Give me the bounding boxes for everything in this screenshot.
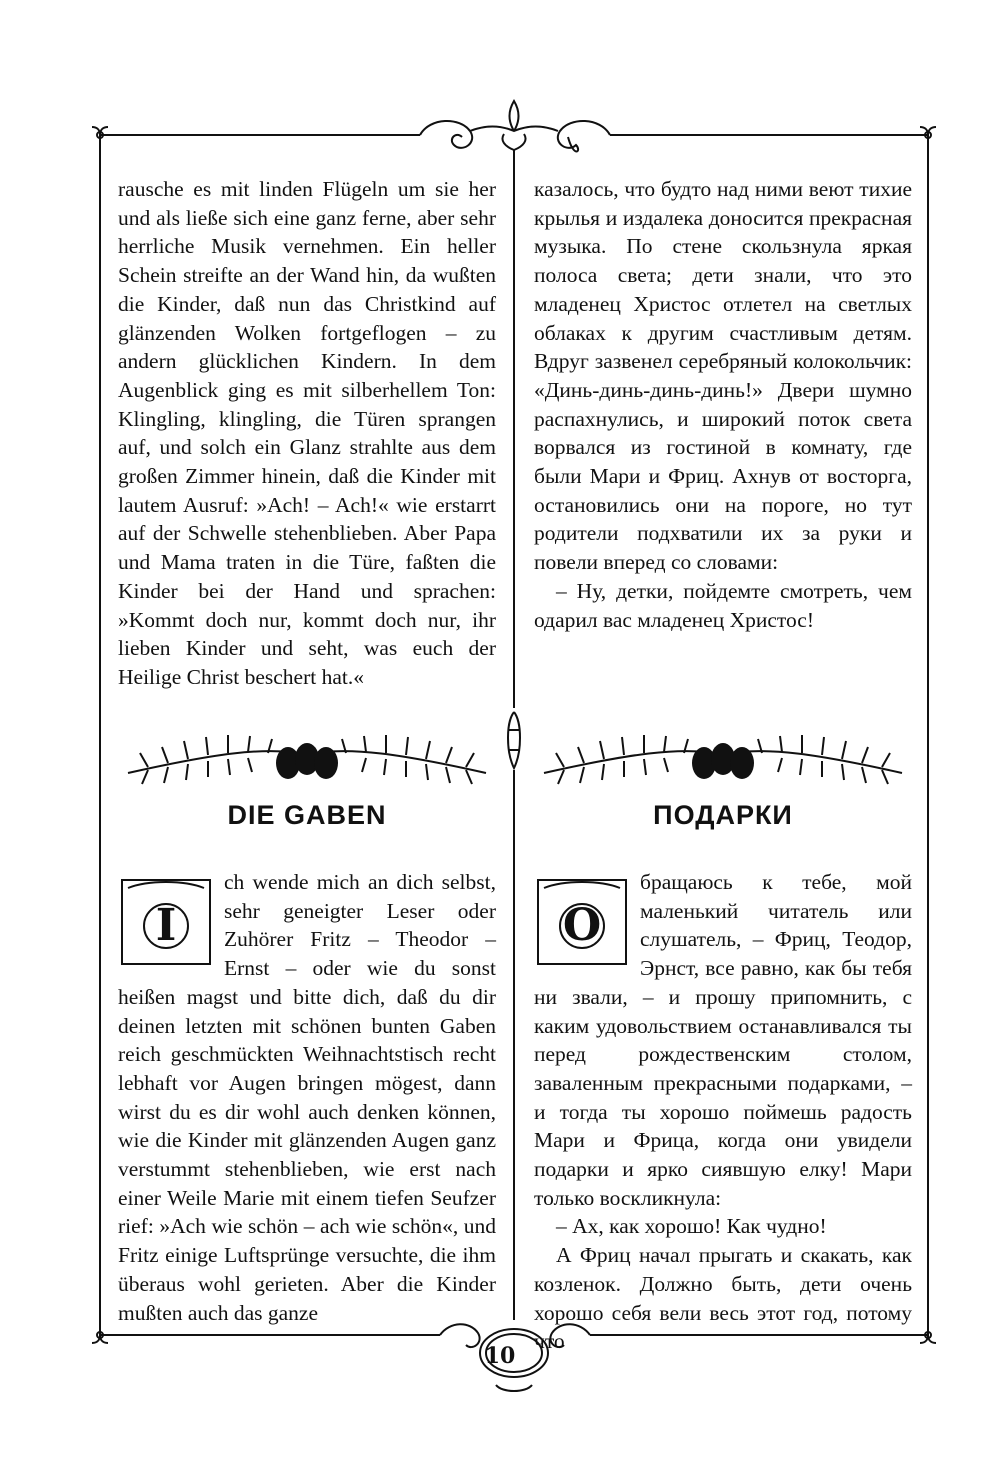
- fir-garland-ornament: [118, 715, 496, 795]
- german-chapter-paragraph: ch wende mich an dich selbst, sehr geneigter Leser oder Zuhörer Fritz – Theodor – Ernst – oder wie du sonst heißen magst und bitte dich, daß du dir deinen letzten mit schönen bunten Gaben reich geschmückten Weihnachtstisch recht lebhaft vor Augen bringen mögest, dann wirst du es dir wohl auch denken können, wie die Kinder mit glänzenden Augen ganz verstummt stehenblieben, wie erst nach einer Weile Marie mit einem tiefen Seufzer rief: »Ach wie schön – ach wie schön«, und Fritz einige Luftsprünge versuchte, die ihm überaus wohl gerieten. Aber die Kinder mußten auch das ganze: [118, 870, 496, 1325]
- russian-continuation-paragraph-1: казалось, что будто над ними веют тихие крылья и издалека доносится прекрасная музыка. По стене скользнула яркая полоса света; дети знали, что это младенец Христос отлетел на светлых облаках к другим счастливым детям. Вдруг зазвенел серебряный колокольчик: «Динь-динь-динь-динь!» Двери шумно распахнулись, и широкий поток света ворвался из гостиной в комнату, где были Мари и Фриц. Ахнув от восторга, остановились они на пороге, но тут родители подхватили их за руки и повели вперед со словами:: [534, 177, 912, 575]
- german-continuation-column: [118, 175, 496, 692]
- russian-chapter-paragraph-3: А Фриц начал прыгать и скакать, как козленок. Должно быть, дети очень хорошо себя вели весь этот год, потому что: [534, 1243, 912, 1354]
- russian-chapter-paragraph-1: бращаюсь к тебе, мой маленький читатель или слушатель, – Фриц, Теодор, Эрнст, все равно, как бы тебя ни звали, – и прошу припомнить, с каким удовольствием останавливался ты перед рождественским столом, заваленным прекрасными подарками, – и тогда ты хорошо поймешь радость Мари и Фрица, когда они увидели подарки и ярко сиявшую елку! Мари только воскликнула:: [534, 870, 912, 1210]
- ornate-dropcap: [118, 876, 214, 968]
- dropcap-letter: О: [562, 900, 602, 951]
- german-continuation-paragraph: rausche es mit linden Flügeln um sie her und als ließe sich eine ganz ferne, aber sehr herrliche Musik vernehmen. Ein heller Schein streifte an der Wand hin, da wußten die Kinder, daß nun das Christkind auf glänzenden Wolken fortgeflogen – zu andern glücklichen Kindern. In dem Augenblick ging es mit silberhellem Ton: Klingling, klingling, die Türen sprangen auf, und solch ein Glanz strahlte aus dem großen Zimmer hinein, daß die Kinder mit lautem Ausruf: »Ach! – Ach!« wie erstarrt auf der Schwelle stehenblieben. Aber Papa und Mama traten in die Türe, faßten die Kinder bei der Hand und sprachen: »Kommt doch nur, kommt doch nur, ihr lieben Kinder und seht, was euch der Heilige Christ beschert hat.«: [118, 177, 496, 689]
- page-number: 10: [484, 1343, 516, 1369]
- russian-continuation-paragraph-2: – Ну, детки, пойдемте смотреть, чем одарил вас младенец Христос!: [534, 578, 912, 632]
- german-chapter-section: [118, 868, 496, 1327]
- russian-chapter-paragraph-2: – Ах, как хорошо! Как чудно!: [556, 1214, 827, 1239]
- fir-garland-ornament: [534, 715, 912, 795]
- ornate-dropcap: [534, 876, 630, 968]
- chapter-title-german: DIE GABEN: [227, 800, 387, 830]
- russian-continuation-column: [534, 175, 912, 634]
- dropcap-letter: I: [155, 900, 177, 951]
- chapter-title-russian: ПОДАРКИ: [653, 800, 793, 830]
- russian-chapter-section: [534, 868, 912, 1356]
